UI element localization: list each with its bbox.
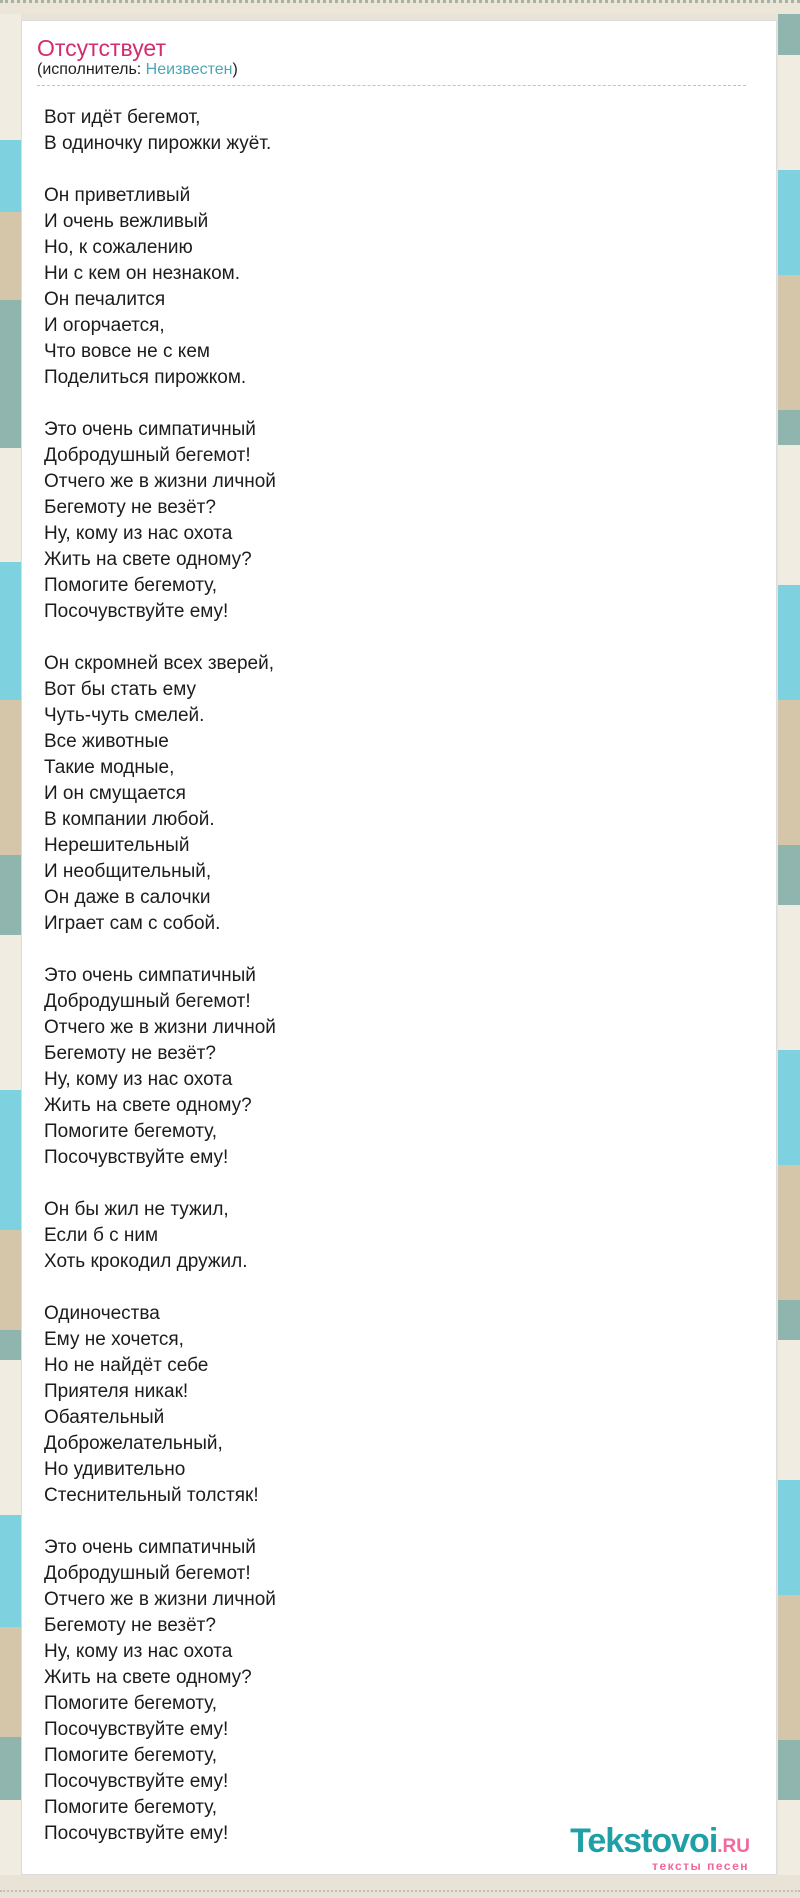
- logo-brand: Tekstovoi: [570, 1822, 718, 1860]
- stripe-block: [778, 1595, 800, 1740]
- stripe-block: [0, 562, 21, 700]
- stripe-block: [778, 700, 800, 845]
- stripe-block: [778, 1050, 800, 1165]
- lyrics-stanza: Он бы жил не тужил, Если б с ним Хоть крокодил дружил.: [44, 1199, 248, 1272]
- stripe-block: [0, 14, 21, 140]
- stripe-block: [0, 1627, 21, 1737]
- artist-label-suffix: ): [232, 61, 238, 78]
- stripe-block: [0, 212, 21, 300]
- logo-tld: .RU: [717, 1836, 750, 1857]
- left-stripe-decoration: [0, 14, 21, 1898]
- artist-line: [37, 61, 746, 86]
- stripe-block: [0, 1515, 21, 1627]
- lyrics-stanza: Он приветливый И очень вежливый Но, к сожалению Ни с кем он незнаком. Он печалится И огорчается, Что вовсе не с кем Поделиться пирожком.: [44, 185, 247, 388]
- stripe-block: [0, 935, 21, 1090]
- lyrics-stanza: Это очень симпатичный Добродушный бегемот! Отчего же в жизни личной Бегемоту не везёт? Ну, кому из нас охота Жить на свете одному? Помогите бегемоту, Посочувствуйте ему!: [44, 419, 276, 622]
- logo-wordmark: [570, 1824, 750, 1858]
- content-panel: [21, 20, 777, 1875]
- stripe-block: [0, 1737, 21, 1800]
- stripe-block: [778, 585, 800, 700]
- lyrics-text: [37, 105, 746, 1847]
- lyrics-stanza: Это очень симпатичный Добродушный бегемот! Отчего же в жизни личной Бегемоту не везёт? Ну, кому из нас охота Жить на свете одному? Помогите бегемоту, Посочувствуйте ему! Помогите бегемоту, Посочувствуйте ему! Помогите бегемоту, Посочувствуйте ему!: [44, 1537, 276, 1844]
- stripe-block: [0, 1230, 21, 1330]
- right-stripe-decoration: [778, 14, 800, 1898]
- stripe-block: [778, 275, 800, 410]
- stripe-block: [0, 140, 21, 212]
- stripe-block: [0, 1360, 21, 1515]
- artist-label-prefix: (исполнитель:: [37, 61, 142, 78]
- stripe-block: [0, 448, 21, 562]
- stripe-block: [778, 1480, 800, 1595]
- bottom-dotted-line: [0, 1890, 800, 1892]
- lyrics-stanza: Он скромней всех зверей, Вот бы стать ему Чуть-чуть смелей. Все животные Такие модные, И он смущается В компании любой. Нерешительный И необщительный, Он даже в салочки Играет сам с собой.: [44, 653, 275, 934]
- lyrics-stanza: Это очень симпатичный Добродушный бегемот! Отчего же в жизни личной Бегемоту не везёт? Ну, кому из нас охота Жить на свете одному? Помогите бегемоту, Посочувствуйте ему!: [44, 965, 276, 1168]
- stripe-block: [0, 300, 21, 448]
- stripe-block: [0, 1090, 21, 1230]
- stripe-block: [778, 845, 800, 905]
- lyrics-stanza: Вот идёт бегемот, В одиночку пирожки жуёт.: [44, 107, 272, 154]
- stripe-block: [778, 14, 800, 55]
- stripe-block: [778, 1340, 800, 1480]
- stripe-block: [778, 1165, 800, 1300]
- logo-tagline: тексты песен: [652, 1859, 749, 1873]
- stripe-block: [0, 1330, 21, 1360]
- top-border-band: [0, 0, 800, 14]
- stripe-block: [778, 170, 800, 275]
- stripe-block: [778, 1740, 800, 1800]
- stripe-block: [0, 855, 21, 935]
- song-title: Отсутствует: [37, 35, 166, 61]
- stripe-block: [778, 445, 800, 585]
- stripe-block: [778, 1300, 800, 1340]
- stripe-block: [778, 905, 800, 1050]
- stripe-block: [0, 700, 21, 855]
- artist-link[interactable]: Неизвестен: [145, 61, 233, 78]
- lyrics-stanza: Одиночества Ему не хочется, Но не найдёт себе Приятеля никак! Обаятельный Доброжелательный, Но удивительно Стеснительный толстяк!: [44, 1303, 259, 1506]
- site-logo[interactable]: [570, 1824, 750, 1872]
- bottom-border-band: [0, 1875, 800, 1898]
- stripe-block: [778, 410, 800, 445]
- stripe-block: [778, 55, 800, 170]
